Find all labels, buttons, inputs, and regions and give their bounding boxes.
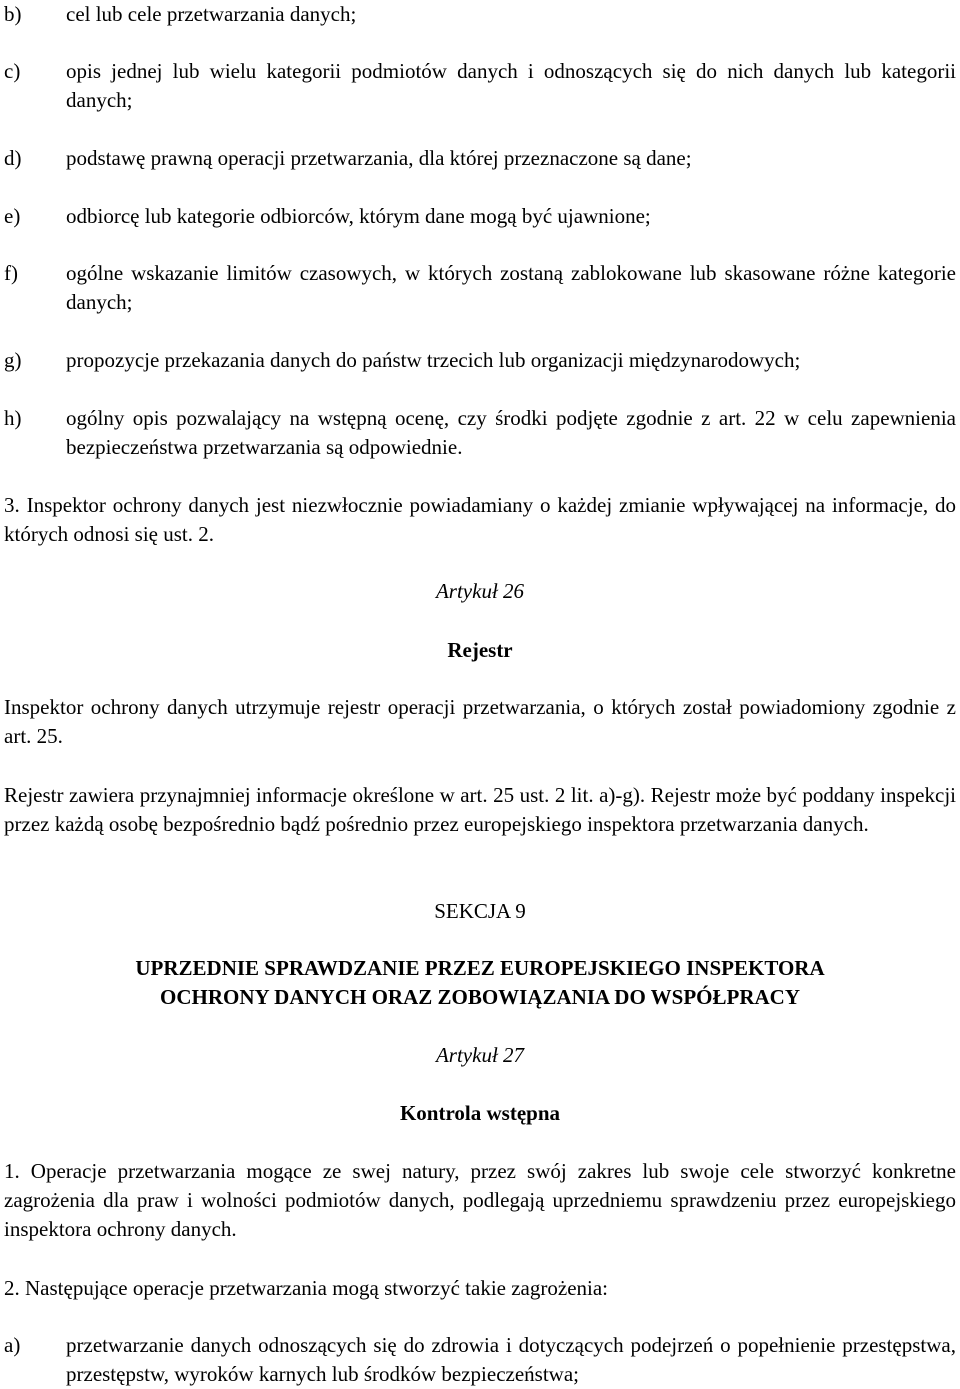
article-27-title: Kontrola wstępna [399,1101,561,1125]
list-item-text: cel lub cele przetwarzania danych; [66,2,357,26]
list-item-f [4,259,956,317]
list-item-label: f) [4,261,18,285]
section-9-title-line-2: OCHRONY DANYCH ORAZ ZOBOWIĄZANIA DO WSPÓŁPRACY [160,985,800,1009]
list-item-g [4,346,956,375]
list-item-text: podstawę prawną operacji przetwarzania, dla której przeznaczone są dane; [66,146,692,170]
list-item-text: ogólne wskazanie limitów czasowych, w których zostaną zablokowane lub skasowane różne kategorie danych; [66,261,956,314]
article-27-number: Artykuł 27 [435,1043,525,1067]
list-item-text: opis jednej lub wielu kategorii podmiotów danych i odnoszących się do nich danych lub kategorii danych; [66,59,956,112]
article-26-title: Rejestr [447,638,513,662]
list-item-label: c) [4,59,21,83]
list-item-label: e) [4,204,21,228]
article-27-paragraph-1: 1. Operacje przetwarzania mogące ze swej natury, przez swój zakres lub swoje cele stworzyć konkretne zagrożenia dla praw i wolności podmiotów danych, podlegają uprzedniemu sprawdzeniu przez europejskiego inspektora ochrony danych. [4,1159,956,1241]
list-item-text: ogólny opis pozwalający na wstępną ocenę, czy środki podjęte zgodnie z art. 22 w celu zapewnienia bezpieczeństwa przetwarzania są odpowiednie. [66,406,956,459]
article-26-paragraph-2: Rejestr zawiera przynajmniej informacje określone w art. 25 ust. 2 lit. a)-g). Rejestr może być poddany inspekcji przez każdą osobę bezpośrednio bądź pośrednio przez europejskiego inspektora przetwarzania danych. [4,783,956,836]
section-9-title-line-1: UPRZEDNIE SPRAWDZANIE PRZEZ EUROPEJSKIEGO INSPEKTORA [135,956,825,980]
list-item-label: g) [4,348,22,372]
list-item-label: a) [4,1333,21,1357]
list-item-label: h) [4,406,22,430]
list-item-text: przetwarzanie danych odnoszących się do zdrowia i dotyczących podejrzeń o popełnienie przestępstwa, przestępstw, wyroków karnych lub środków bezpieczeństwa; [66,1333,956,1386]
article-26-number: Artykuł 26 [435,579,525,603]
list-item-e [4,202,956,231]
article-27-paragraph-2: 2. Następujące operacje przetwarzania mogą stworzyć takie zagrożenia: [4,1276,609,1300]
paragraph-3: 3. Inspektor ochrony danych jest niezwłocznie powiadamiany o każdej zmianie wpływającej na informacje, do których odnosi się ust. 2. [4,493,956,546]
article-26-paragraph-1: Inspektor ochrony danych utrzymuje rejestr operacji przetwarzania, o których został powiadomiony zgodnie z art. 25. [4,695,956,748]
list-item-b [4,0,956,29]
list-item-c [4,57,956,115]
list-item-h [4,404,956,462]
list-item-a [4,1331,956,1389]
section-9-number: SEKCJA 9 [434,899,526,923]
list-item-label: b) [4,2,22,26]
list-item-text: odbiorcę lub kategorie odbiorców, którym dane mogą być ujawnione; [66,204,651,228]
list-item-label: d) [4,146,22,170]
list-item-d [4,144,956,173]
list-item-text: propozycje przekazania danych do państw trzecich lub organizacji międzynarodowych; [66,348,801,372]
